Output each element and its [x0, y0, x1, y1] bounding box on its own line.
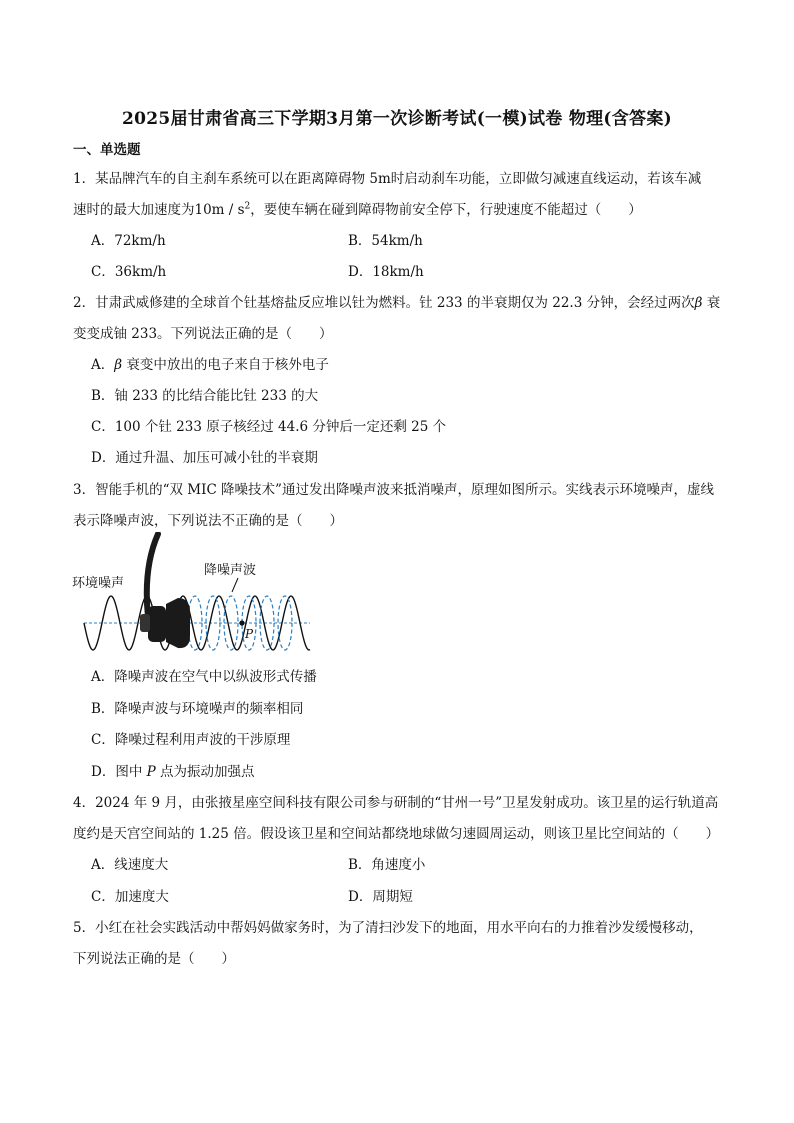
point-p-marker [239, 620, 244, 625]
q2-stem-line1: 2．甘肃武威修建的全球首个钍基熔盐反应堆以钍为燃料。钍 233 的半衰期仅为 22.3 分钟，会经过两次β 衰 [73, 295, 721, 311]
anti-noise-pointer [232, 578, 238, 592]
q2-option-d: D．通过升温、加压可减小钍的半衰期 [91, 450, 318, 466]
noise-cancellation-figure [70, 532, 320, 657]
q1-option-b: B．54km/h [348, 233, 423, 249]
q5-stem-line2: 下列说法正确的是（ ） [73, 951, 235, 967]
q5-stem-line1: 5．小红在社会实践活动中帮妈妈做家务时，为了清扫沙发下的地面，用水平向右的力推着沙发缓慢移动， [73, 920, 703, 936]
q4-stem-line2: 度约是天宫空间站的 1.25 倍。假设该卫星和空间站都绕地球做匀速圆周运动，则该卫星比空间站的（ ） [73, 826, 720, 842]
q2-option-a: A．β 衰变中放出的电子来自于核外电子 [91, 357, 329, 373]
exam-title: 2025届甘肃省高三下学期3月第一次诊断考试(一模)试卷 物理(含答案) [121, 109, 673, 129]
q1-option-a: A．72km/h [91, 233, 166, 249]
q3-stem-line2: 表示降噪声波，下列说法不正确的是（ ） [73, 513, 343, 529]
q3-option-c: C．降噪过程利用声波的干涉原理 [91, 732, 291, 748]
q3-option-b: B．降噪声波与环境噪声的频率相同 [91, 701, 304, 717]
q3-option-d: D．图中 P 点为振动加强点 [91, 764, 255, 780]
section-heading: 一、单选题 [73, 142, 141, 158]
q2-option-c: C．100 个钍 233 原子核经过 44.6 分钟后一定还剩 25 个 [91, 419, 447, 435]
q1-option-c: C．36km/h [91, 264, 167, 280]
q4-option-d: D．周期短 [348, 889, 413, 905]
q1-stem-line2: 速时的最大加速度为$10m / s^2$，要使车辆在碰到障碍物前安全停下，行驶速度不能超过（ ） [73, 201, 642, 218]
q3-stem-line1: 3．智能手机的“双 MIC 降噪技术”通过发出降噪声波来抵消噪声，原理如图所示。实线表示环境噪声，虚线 [73, 482, 714, 498]
earphone-device [140, 534, 190, 648]
q4-option-a: A．线速度大 [91, 857, 169, 873]
q2-option-b: B．铀 233 的比结合能比钍 233 的大 [91, 388, 319, 404]
ambient-noise-label: 环境噪声 [72, 576, 125, 591]
point-p-label: P [245, 627, 254, 641]
anti-noise-label: 降噪声波 [204, 563, 257, 578]
q4-stem-line1: 4．2024 年 9 月，由张掖星座空间科技有限公司参与研制的“甘州一号”卫星发射成功。该卫星的运行轨道高 [73, 795, 719, 811]
q1-option-d: D．18km/h [348, 264, 424, 280]
q3-option-a: A．降噪声波在空气中以纵波形式传播 [91, 669, 317, 685]
q4-option-b: B．角速度小 [348, 857, 426, 873]
q1-stem-line1: 1．某品牌汽车的自主刹车系统可以在距离障碍物 5m时启动刹车功能，立即做匀减速直线运动，若该车减 [73, 171, 702, 187]
q4-option-c: C．加速度大 [91, 889, 169, 905]
q2-stem-line2: 变变成铀 233。下列说法正确的是（ ） [73, 326, 333, 342]
